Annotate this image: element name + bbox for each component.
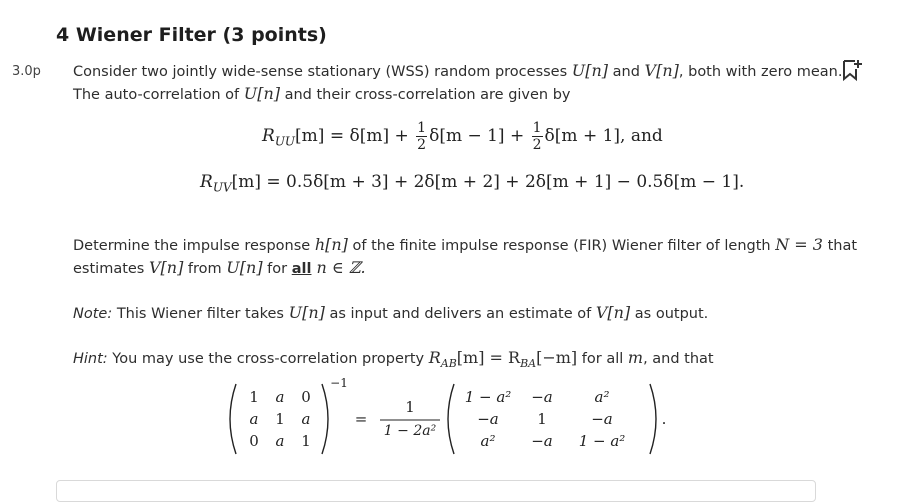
right-matrix-cell: −a	[531, 388, 553, 406]
right-matrix-cell: a²	[480, 432, 496, 450]
intro-line-2: The auto-correlation of U[n] and their cross-correlation are given by	[73, 84, 571, 103]
answer-box[interactable]	[56, 480, 816, 502]
left-matrix-cell: 1	[249, 388, 259, 406]
matrix-inverse-equation	[222, 378, 682, 460]
intro-line-1: Consider two jointly wide-sense stationary (WSS) random processes U[n] and V[n], both with zero mean.	[73, 61, 843, 80]
equation-crosscorrelation: $R_{UV}[m] = 0.5\delta[m + 3] + 2\delta[m + 2] + 2\delta[m + 1] - 0.5\delta[m - 1]$.	[200, 172, 745, 195]
left-matrix-cell: a	[275, 432, 285, 450]
fraction-numerator: 1	[405, 398, 415, 416]
left-matrix-cell: a	[275, 388, 285, 406]
left-matrix-cell: a	[249, 410, 259, 428]
right-matrix-cell: −a	[477, 410, 499, 428]
note-line: Note: This Wiener filter takes U[n] as input and delivers an estimate of V[n] as output.	[73, 303, 709, 322]
right-matrix-cell: 1 − a²	[578, 432, 626, 450]
right-matrix-cell: −a	[531, 432, 553, 450]
left-matrix-cell: 1	[301, 432, 311, 450]
left-matrix-cell: 0	[301, 388, 311, 406]
left-matrix-cell: 1	[275, 410, 285, 428]
right-matrix-cell: −a	[591, 410, 613, 428]
left-matrix-cell: a	[301, 410, 311, 428]
right-matrix-cell: 1	[537, 410, 547, 428]
task-line-2: estimates V[n] from U[n] for all n ∈ ℤ.	[73, 258, 366, 277]
task-line-1: Determine the impulse response h[n] of the finite impulse response (FIR) Wiener filter of length N = 3 that	[73, 235, 858, 254]
inverse-exponent: −1	[330, 376, 348, 390]
left-matrix-cell: 0	[249, 432, 259, 450]
hint-line: Hint: You may use the cross-correlation property $R_{AB}[m] = R_{BA}[-m]$ for all m, and that	[73, 348, 714, 370]
question-title: 4 Wiener Filter (3 points)	[56, 24, 327, 46]
right-matrix-cell: a²	[594, 388, 610, 406]
points-label: 3.0p	[12, 64, 41, 79]
right-matrix-cell: 1 − a²	[464, 388, 512, 406]
equation-autocorrelation: $R_{UU}[m] = \delta[m]$ + $\frac{1}{2}$ δ[m − 1] + $\frac{1}{2}$ δ[m + 1], and	[262, 120, 663, 153]
equals-sign: =	[354, 410, 368, 428]
fraction-denominator: 1 − 2a²	[383, 423, 437, 439]
period: .	[661, 410, 667, 428]
